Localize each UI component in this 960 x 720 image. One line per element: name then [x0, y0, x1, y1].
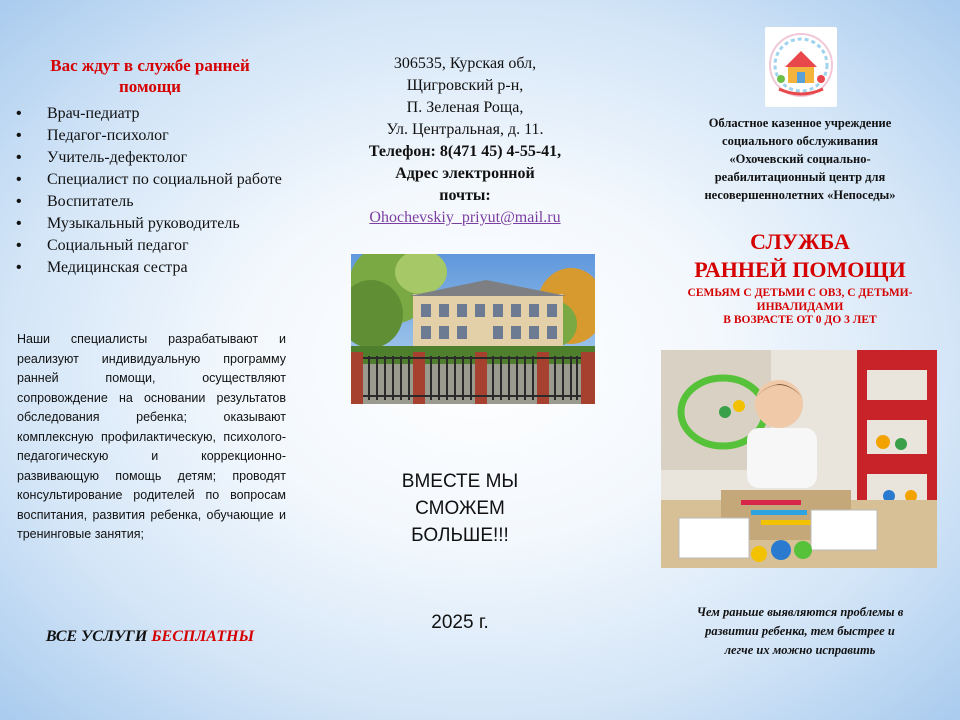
staff-item: • Врач-педиатр — [16, 103, 306, 125]
organization-name — [660, 114, 940, 204]
staff-list — [16, 103, 306, 279]
org-line: реабилитационный центр для — [714, 170, 886, 184]
service-sub-line: ИНВАЛИДАМИ — [756, 300, 844, 313]
free-prefix: ВСЕ УСЛУГИ — [45, 628, 148, 645]
address-line: 306535, Курская обл, — [393, 55, 537, 72]
email-label: почты: — [439, 187, 491, 204]
staff-item: • Медицинская сестра — [16, 257, 306, 279]
address-line: Щигровский р-н, — [406, 77, 524, 94]
org-line: несовершеннолетних «Непоседы» — [704, 188, 896, 202]
org-line: социального обслуживания — [722, 134, 878, 148]
slogan-line: ВМЕСТЕ МЫ — [401, 471, 519, 492]
quote-line: легче их можно исправить — [724, 643, 876, 657]
staff-item: • Учитель-дефектолог — [16, 147, 306, 169]
staff-item: • Музыкальный руководитель — [16, 213, 306, 235]
services-description: Наши специалисты разрабатывают и реализуют индивидуальную программу ранней помощи, осуществляют сопровождение на основании результатов обследования ребенка; оказывают комплексную профилактическую, психолого-педагогическую и коррекционно-развивающую помощь детям; проводят консультирование родителей по вопросам воспитания, развития ребенка, обучающие и тренинговые занятия; — [17, 332, 286, 541]
contact-block — [320, 53, 610, 229]
org-line: «Охочевский социально- — [729, 152, 871, 166]
free-services-note — [0, 628, 300, 646]
staff-item: • Педагог-психолог — [16, 125, 306, 147]
email-label: Адрес электронной — [395, 165, 535, 182]
service-sub-line: В ВОЗРАСТЕ ОТ 0 ДО 3 ЛЕТ — [723, 314, 877, 326]
slogan — [320, 468, 600, 549]
right-panel — [640, 0, 960, 720]
staff-item: • Социальный педагог — [16, 235, 306, 257]
left-panel — [0, 0, 310, 720]
service-title — [670, 228, 930, 284]
address-line: Ул. Центральная, д. 11. — [386, 121, 544, 138]
year-label: 2025 г. — [431, 612, 489, 633]
middle-panel — [320, 0, 610, 720]
child-photo — [661, 350, 937, 568]
slogan-line: СМОЖЕМ — [415, 498, 505, 519]
staff-heading: Вас ждут в службе ранней помощи — [50, 56, 250, 96]
quote-line: развитии ребенка, тем быстрее и — [705, 624, 895, 638]
building-photo — [351, 254, 595, 404]
org-line: Областное казенное учреждение — [708, 116, 892, 130]
service-title-line: СЛУЖБА — [750, 229, 850, 254]
service-sub-line: СЕМЬЯМ С ДЕТЬМИ С ОВЗ, С ДЕТЬМИ- — [687, 287, 913, 299]
email-link[interactable]: Ohochevskiy_priyut@mail.ru — [369, 209, 561, 226]
slogan-line: БОЛЬШЕ!!! — [411, 525, 509, 546]
address-line: П. Зеленая Роща, — [406, 99, 524, 116]
center-logo — [765, 27, 837, 107]
closing-quote — [650, 603, 950, 660]
service-title-line: РАННЕЙ ПОМОЩИ — [694, 257, 906, 282]
staff-item: • Специалист по социальной работе — [16, 169, 306, 191]
phone-number: Телефон: 8(471 45) 4-55-41, — [368, 143, 562, 160]
staff-item: • Воспитатель — [16, 191, 306, 213]
service-subtitle — [640, 287, 960, 328]
free-word: БЕСПЛАТНЫ — [151, 628, 255, 645]
quote-line: Чем раньше выявляются проблемы в — [696, 605, 904, 619]
